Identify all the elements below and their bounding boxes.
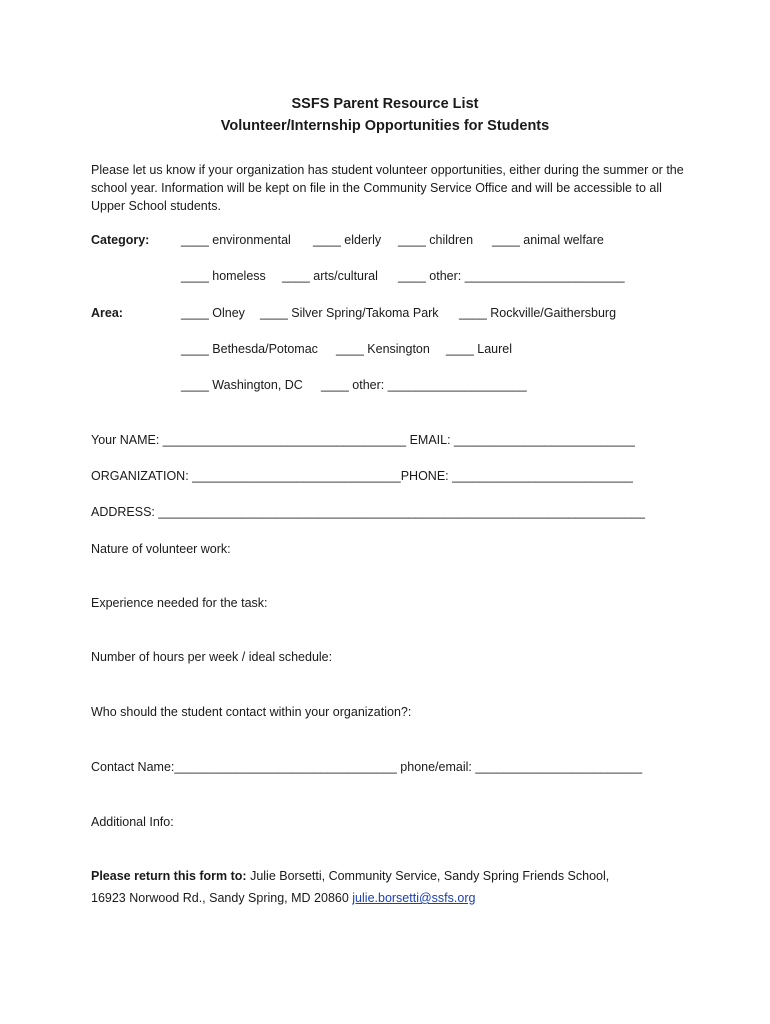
name-email-field[interactable]: Your NAME: ___________________________________ EMAIL: __________________________ [91, 433, 635, 447]
area-option-olney[interactable]: ____ Olney [181, 306, 245, 320]
category-option-arts-cultural[interactable]: ____ arts/cultural [282, 269, 378, 283]
contact-name-field[interactable]: Contact Name:________________________________ phone/email: ________________________ [91, 760, 643, 774]
return-address-1: Julie Borsetti, Community Service, Sandy Spring Friends School, [246, 869, 610, 883]
organization-phone-field[interactable]: ORGANIZATION: ______________________________PHONE: __________________________ [91, 469, 633, 483]
area-option-kensington[interactable]: ____ Kensington [336, 342, 430, 356]
return-line-1 [91, 865, 609, 887]
experience-label: Experience needed for the task: [91, 596, 268, 610]
area-label: Area: [91, 306, 123, 320]
contact-who-label: Who should the student contact within your organization?: [91, 705, 412, 719]
area-option-other[interactable]: ____ other: ____________________ [321, 378, 527, 392]
return-line-2 [91, 887, 609, 909]
category-option-elderly[interactable]: ____ elderly [313, 233, 382, 247]
email-link[interactable]: julie.borsetti@ssfs.org [352, 891, 476, 905]
area-option-laurel[interactable]: ____ Laurel [446, 342, 513, 356]
category-option-animal-welfare[interactable]: ____ animal welfare [492, 233, 604, 247]
area-option-bethesda[interactable]: ____ Bethesda/Potomac [181, 342, 318, 356]
address-field[interactable]: ADDRESS: ______________________________________________________________________ [91, 505, 646, 519]
area-option-rockville[interactable]: ____ Rockville/Gaithersburg [459, 306, 617, 320]
hours-label: Number of hours per week / ideal schedule: [91, 650, 333, 664]
category-option-homeless[interactable]: ____ homeless [181, 269, 266, 283]
category-label: Category: [91, 233, 150, 247]
return-instructions [91, 865, 609, 909]
category-option-environmental[interactable]: ____ environmental [181, 233, 291, 247]
area-option-silver-spring[interactable]: ____ Silver Spring/Takoma Park [260, 306, 439, 320]
nature-of-work-label: Nature of volunteer work: [91, 542, 231, 556]
page-subtitle: Volunteer/Internship Opportunities for Students [220, 118, 550, 134]
page-title: SSFS Parent Resource List [291, 96, 479, 112]
additional-info-label: Additional Info: [91, 815, 174, 829]
intro-paragraph: Please let us know if your organization has student volunteer opportunities, either during the summer or the school year. Information will be kept on file in the Community Service Office and will be accessible to all Upper School students. [91, 163, 684, 213]
category-option-other[interactable]: ____ other: _______________________ [398, 269, 625, 283]
area-option-washington[interactable]: ____ Washington, DC [181, 378, 303, 392]
category-option-children[interactable]: ____ children [398, 233, 474, 247]
return-address-2: 16923 Norwood Rd., Sandy Spring, MD 20860 [91, 891, 353, 905]
return-bold-label: Please return this form to: [91, 869, 247, 883]
